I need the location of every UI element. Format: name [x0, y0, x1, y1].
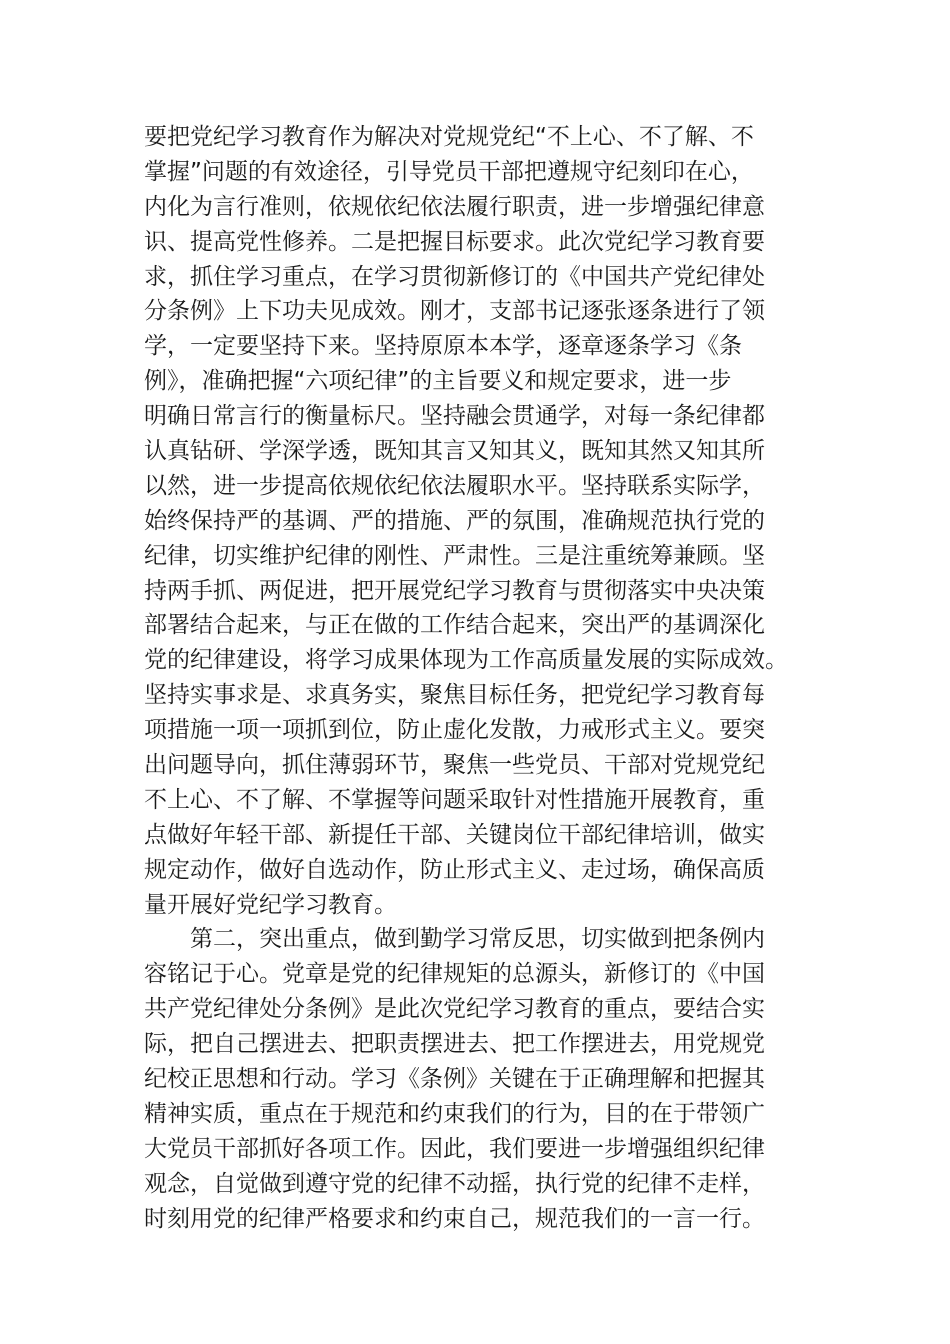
text-line: 出问题导向，抓住薄弱环节，聚焦一些党员、干部对党规党纪	[144, 752, 765, 779]
text-line: 际，把自己摆进去、把职责摆进去、把工作摆进去，用党规党	[144, 1031, 765, 1058]
body-text	[144, 120, 816, 1237]
text-line: 纪律，切实维护纪律的刚性、严肃性。三是注重统筹兼顾。坚	[144, 542, 765, 569]
text-line: 例》，准确把握“六项纪律”的主旨要义和规定要求，进一步	[144, 368, 732, 395]
text-line: 容铭记于心。党章是党的纪律规矩的总源头，新修订的《中国	[144, 961, 765, 988]
text-line: 点做好年轻干部、新提任干部、关键岗位干部纪律培训，做实	[144, 821, 765, 848]
text-line: 不上心、不了解、不掌握等问题采取针对性措施开展教育，重	[144, 786, 765, 813]
text-line: 认真钻研、学深学透，既知其言又知其义，既知其然又知其所	[144, 438, 765, 465]
text-line: 纪校正思想和行动。学习《条例》关键在于正确理解和把握其	[144, 1066, 765, 1093]
text-line: 求，抓住学习重点，在学习贯彻新修订的《中国共产党纪律处	[144, 263, 765, 290]
text-line: 精神实质，重点在于规范和约束我们的行为，目的在于带领广	[144, 1100, 765, 1127]
text-line: 要把党纪学习教育作为解决对党规党纪“不上心、不了解、不	[144, 124, 754, 150]
text-line: 内化为言行准则，依规依纪依法履行职责，进一步增强纪律意	[144, 193, 765, 220]
text-line: 识、提高党性修养。二是把握目标要求。此次党纪学习教育要	[144, 228, 765, 255]
text-line: 持两手抓、两促进，把开展党纪学习教育与贯彻落实中央决策	[144, 577, 765, 604]
text-line: 时刻用党的纪律严格要求和约束自己，规范我们的一言一行。	[144, 1205, 765, 1232]
text-line: 大党员干部抓好各项工作。因此，我们要进一步增强组织纪律	[144, 1135, 765, 1162]
paragraph-start-line: 第二，突出重点，做到勤学习常反思，切实做到把条例内	[190, 926, 765, 953]
text-line: 观念，自觉做到遵守党的纪律不动摇，执行党的纪律不走样，	[144, 1170, 765, 1197]
text-line: 分条例》上下功夫见成效。刚才，支部书记逐张逐条进行了领	[144, 298, 765, 325]
text-line: 党的纪律建设，将学习成果体现为工作高质量发展的实际成效。	[144, 647, 788, 674]
text-line: 以然，进一步提高依规依纪依法履职水平。坚持联系实际学，	[144, 472, 765, 499]
text-line: 量开展好党纪学习教育。	[144, 891, 397, 918]
text-line: 项措施一项一项抓到位，防止虚化发散，力戒形式主义。要突	[144, 717, 765, 744]
text-line: 共产党纪律处分条例》是此次党纪学习教育的重点，要结合实	[144, 996, 765, 1023]
text-line: 坚持实事求是、求真务实，聚焦目标任务，把党纪学习教育每	[144, 682, 765, 709]
text-line: 明确日常言行的衡量标尺。坚持融会贯通学，对每一条纪律都	[144, 403, 765, 430]
text-line: 始终保持严的基调、严的措施、严的氛围，准确规范执行党的	[144, 507, 765, 534]
text-line: 部署结合起来，与正在做的工作结合起来，突出严的基调深化	[144, 612, 765, 639]
text-line: 学，一定要坚持下来。坚持原原本本学，逐章逐条学习《条	[144, 333, 742, 360]
text-line: 掌握”问题的有效途径，引导党员干部把遵规守纪刻印在心，	[144, 158, 754, 185]
text-line: 规定动作，做好自选动作，防止形式主义、走过场，确保高质	[144, 856, 765, 883]
